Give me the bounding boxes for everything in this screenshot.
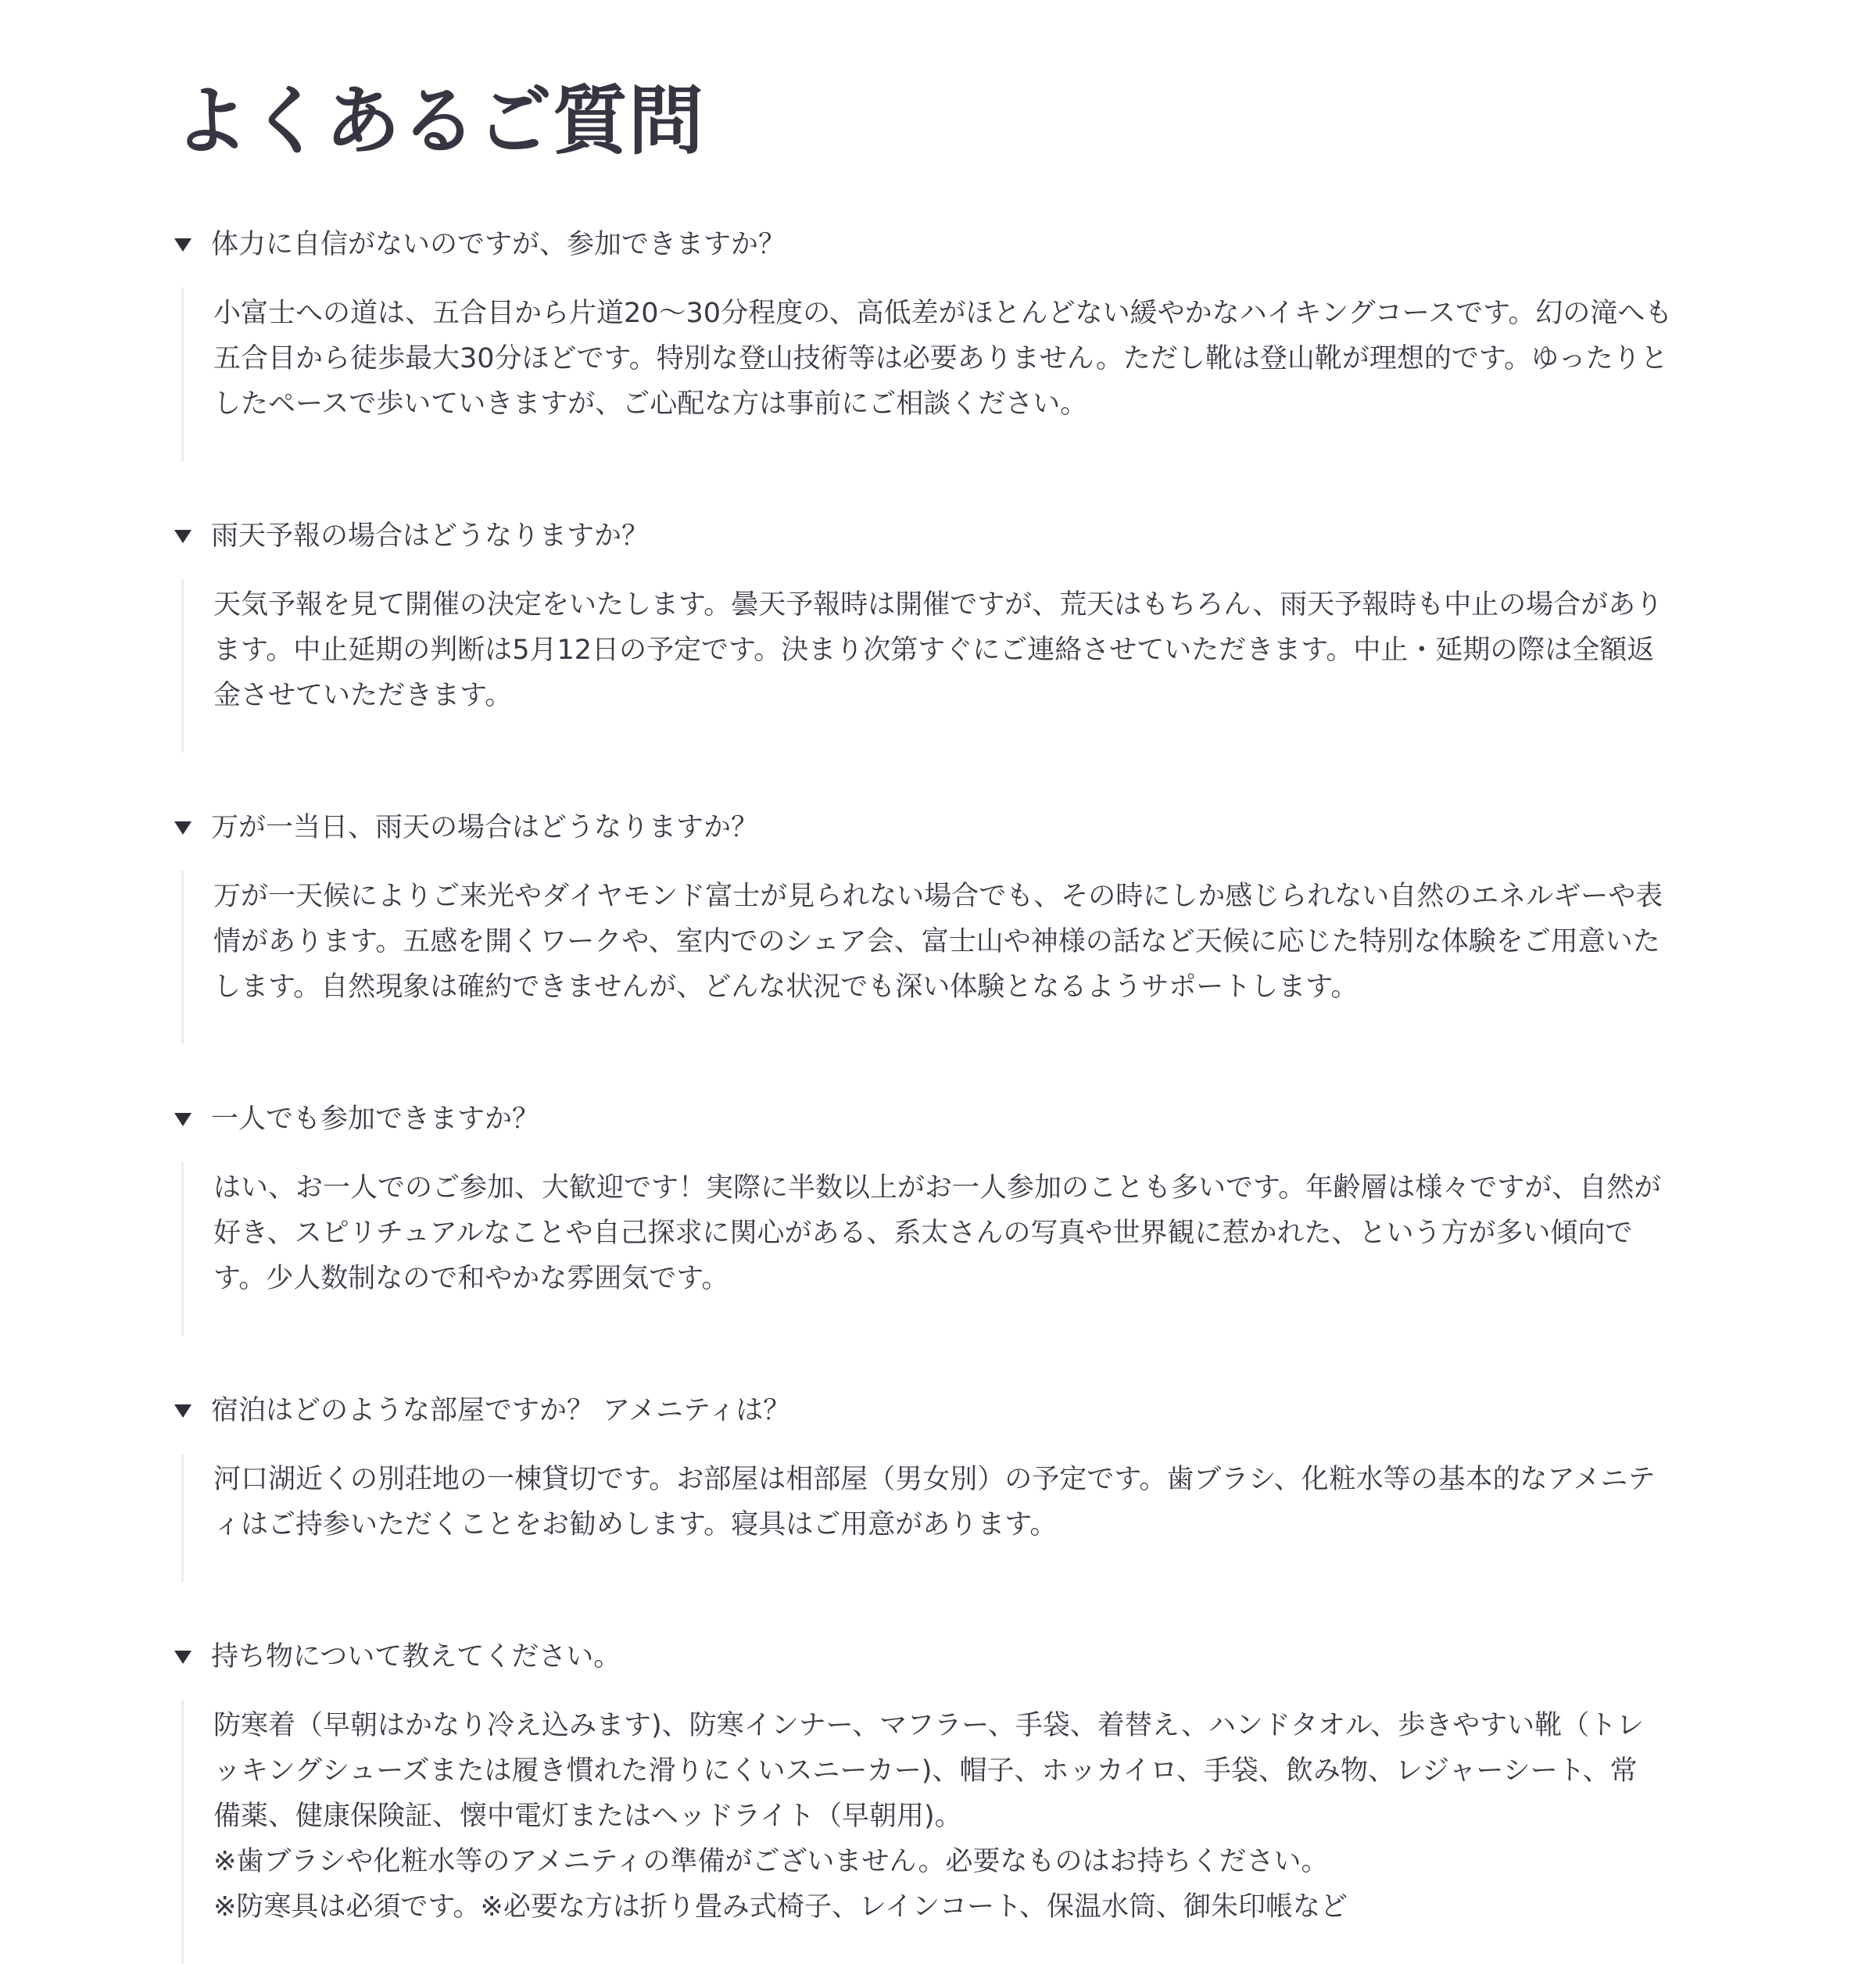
faq-question-text: 一人でも参加できますか？ (211, 1104, 540, 1135)
faq-item (174, 1092, 1737, 1336)
faq-answer-line: 金させていただきます。 (213, 680, 513, 711)
faq-item (174, 217, 1737, 461)
faq-answer-line: す。少人数制なので和やかな雰囲気です。 (213, 1263, 729, 1294)
faq-answer-line: 万が一天候によりご来光やダイヤモンド富士が見られない場合でも、その時にしか感じられない自然のエネルギーや表 (213, 881, 1663, 912)
page-title: よくあるご質問 (174, 77, 704, 165)
triangle-down-icon[interactable] (174, 1403, 211, 1418)
faq-answer-line: 防寒着（早朝はかなり冷え込みます)、防寒インナー、マフラー、手袋、着替え、ハンドタオル、歩きやすい靴（トレ (213, 1710, 1645, 1741)
faq-spacer (174, 753, 1737, 800)
faq-answer-line: 五合目から徒歩最大30分ほどです。特別な登山技術等は必要ありません。ただし靴は登山靴が理想的です。ゆったりと (213, 343, 1668, 374)
triangle-down-icon[interactable] (174, 820, 211, 835)
faq-item (174, 509, 1737, 753)
faq-question-toggle[interactable] (174, 217, 1737, 272)
faq-question-toggle[interactable] (174, 1092, 1737, 1147)
faq-answer-line: します。自然現象は確約できませんが、どんな状況でも深い体験となるようサポートします。 (213, 971, 1359, 1003)
faq-item (174, 1383, 1737, 1582)
faq-item (174, 800, 1737, 1044)
faq-spacer (174, 1582, 1737, 1630)
faq-question-text: 万が一当日、雨天の場合はどうなりますか？ (211, 812, 759, 843)
triangle-down-icon[interactable] (174, 528, 211, 544)
faq-answer-line: 備薬、健康保険証、懐中電灯またはヘッドライト（早朝用)。 (213, 1801, 962, 1832)
faq-question-toggle[interactable] (174, 800, 1737, 855)
faq-question-toggle[interactable] (174, 1630, 1737, 1684)
faq-answer-line: 小富士への道は、五合目から片道20〜30分程度の、高低差がほとんどない緩やかなハイキングコースです。幻の滝へも (213, 298, 1673, 329)
faq-answer-line: ッキングシューズまたは履き慣れた滑りにくいスニーカー)、帽子、ホッカイロ、手袋、飲み物、レジャーシート、常 (213, 1755, 1638, 1787)
faq-question-text: 宿泊はどのような部屋ですか？ アメニティは？ (211, 1395, 791, 1426)
faq-answer (181, 1162, 1737, 1336)
faq-answer (181, 1454, 1737, 1582)
triangle-down-icon[interactable] (174, 1111, 211, 1127)
faq-answer-line: したペースで歩いていきますが、ご心配な方は事前にご相談ください。 (213, 388, 1088, 420)
faq-answer-line: 情があります。五感を開くワークや、室内でのシェア会、富士山や神様の話など天候に応じた特別な体験をご用意いた (213, 926, 1660, 957)
faq-spacer (174, 461, 1737, 509)
faq-answer-line: ※防寒具は必須です。※必要な方は折り畳み式椅子、レインコート、保温水筒、御朱印帳など (213, 1891, 1348, 1923)
faq-question-toggle[interactable] (174, 509, 1737, 563)
faq-question-toggle[interactable] (174, 1383, 1737, 1438)
faq-answer (181, 579, 1737, 753)
faq-answer (181, 871, 1737, 1044)
faq-spacer (174, 1044, 1737, 1092)
faq-list (174, 217, 1737, 1964)
faq-answer-line: 河口湖近くの別荘地の一棟貸切です。お部屋は相部屋（男女別）の予定です。歯ブラシ、化粧水等の基本的なアメニテ (213, 1464, 1656, 1495)
faq-answer (181, 1700, 1737, 1964)
faq-question-text: 持ち物について教えてください。 (211, 1641, 621, 1672)
faq-question-text: 雨天予報の場合はどうなりますか？ (211, 521, 650, 552)
faq-item (174, 1630, 1737, 1964)
faq-spacer (174, 1336, 1737, 1383)
faq-answer-line: 好き、スピリチュアルなことや自己探求に関心がある、系太さんの写真や世界観に惹かれた、という方が多い傾向で (213, 1218, 1633, 1249)
faq-answer-line: はい、お一人でのご参加、大歓迎です！実際に半数以上がお一人参加のことも多いです。年齢層は様々ですが、自然が (213, 1172, 1662, 1204)
faq-answer-line: ます。中止延期の判断は5月12日の予定です。決まり次第すぐにご連絡させていただきます。中止・延期の際は全額返 (213, 635, 1655, 666)
triangle-down-icon[interactable] (174, 1649, 211, 1665)
triangle-down-icon[interactable] (174, 237, 211, 252)
faq-question-text: 体力に自信がないのですが、参加できますか？ (211, 229, 786, 260)
faq-answer-line: ※歯ブラシや化粧水等のアメニティの準備がございません。必要なものはお持ちください。 (213, 1846, 1329, 1877)
faq-answer-line: ィはご持参いただくことをお勧めします。寝具はご用意があります。 (213, 1509, 1058, 1540)
faq-answer-line: 天気予報を見て開催の決定をいたします。曇天予報時は開催ですが、荒天はもちろん、雨天予報時も中止の場合があり (213, 589, 1663, 621)
faq-answer (181, 288, 1737, 461)
